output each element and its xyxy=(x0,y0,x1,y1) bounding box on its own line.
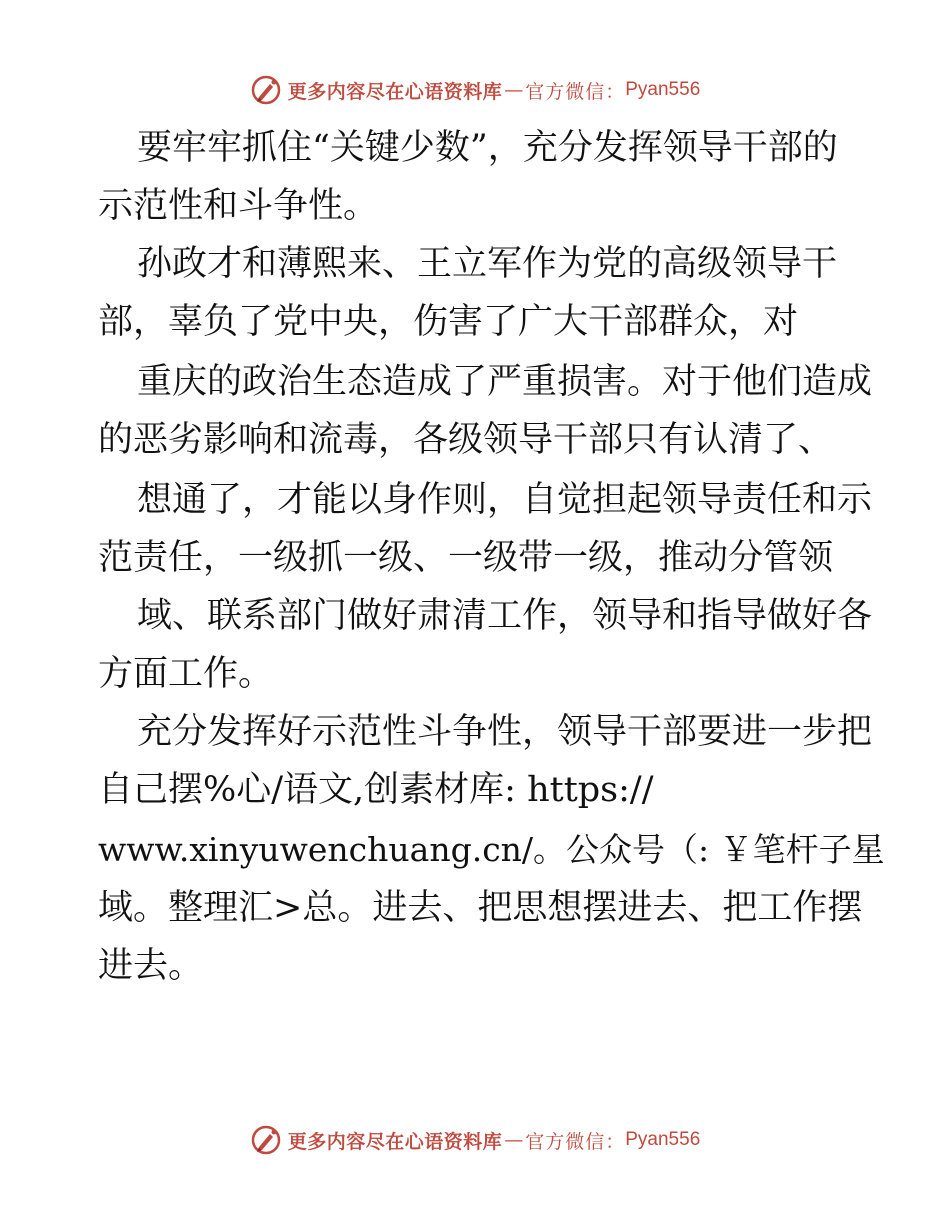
pen-logo-icon xyxy=(250,1124,282,1156)
banner-dash: — xyxy=(504,79,524,101)
text-line: 想通了，才能以身作则，自觉担起领导责任和示 xyxy=(137,480,873,520)
text-line: 示范性和斗争性。 xyxy=(98,186,379,226)
text-line: 重庆的政治生态造成了严重损害。对于他们造成 xyxy=(137,362,873,402)
text-line: 自己摆%心/语文,创素材库: https:// xyxy=(98,770,654,810)
banner-wechat-label: 官方微信： xyxy=(525,1130,626,1153)
text-line: 的恶劣影响和流毒，各级领导干部只有认清了、 xyxy=(98,420,834,460)
text-line: 域、联系部门做好肃清工作，领导和指导做好各 xyxy=(137,596,873,636)
header-banner xyxy=(0,70,950,110)
text-line: 域。整理汇>总。进去、把思想摆进去、把工作摆 xyxy=(98,888,863,928)
banner-wechat-id: Pyan556 xyxy=(625,1129,701,1150)
text-line: www.xinyuwenchuang.cn/。公众号（: ￥笔杆子星 xyxy=(98,830,885,869)
pen-logo-icon xyxy=(250,74,282,106)
banner-wechat-id: Pyan556 xyxy=(625,79,701,100)
banner-dash: — xyxy=(504,1129,524,1151)
banner-wechat-label: 官方微信： xyxy=(525,80,626,103)
text-line: 要牢牢抓住“关键少数”，充分发挥领导干部的 xyxy=(137,128,838,168)
text-line: 范责任，一级抓一级、一级带一级，推动分管领 xyxy=(98,538,834,578)
banner-site-name: 更多内容尽在心语资料库 xyxy=(287,80,503,103)
text-line: 部，辜负了党中央，伤害了广大干部群众，对 xyxy=(98,302,799,342)
text-line: 孙政才和薄熙来、王立军作为党的高级领导干 xyxy=(137,244,838,284)
text-line: 充分发挥好示范性斗争性，领导干部要进一步把 xyxy=(137,712,873,752)
footer-banner xyxy=(0,1120,950,1160)
text-line: 进去。 xyxy=(98,946,204,986)
text-line: 方面工作。 xyxy=(98,654,274,694)
banner-site-name: 更多内容尽在心语资料库 xyxy=(287,1130,503,1153)
